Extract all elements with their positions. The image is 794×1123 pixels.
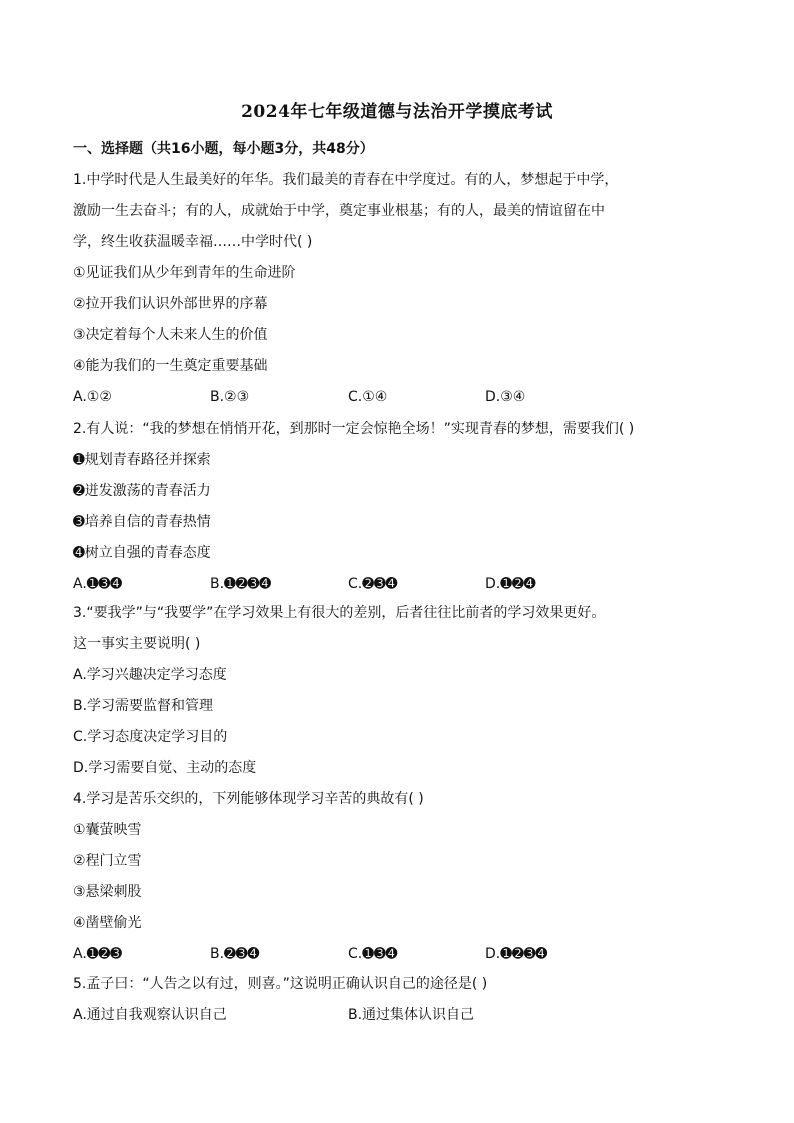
q4-option-d: D.➊➋➌➍ [485,946,548,962]
q3-option-c: C.学习态度决定学习目的 [73,729,228,745]
q2-option-d: D.➊➋➍ [485,576,536,592]
q1-option-c: C.①④ [348,389,388,405]
q1-option-b: B.②③ [210,389,250,405]
q2-item-3: ➌培养自信的青春热情 [73,514,211,530]
q1-option-a: A.①② [73,389,112,405]
q4-item-3: ③悬梁刺股 [73,884,142,900]
q2-item-4: ➍树立自强的青春态度 [73,545,211,561]
q5-option-b: B.通过集体认识自己 [348,1007,475,1023]
q1-stem-line-2: 激励一生去奋斗；有的人，成就始于中学，奠定事业根基；有的人，最美的情谊留在中 [73,203,605,219]
q1-item-4: ④能为我们的一生奠定重要基础 [73,358,268,374]
q2-stem-line-1: 2.有人说：“我的梦想在悄悄开花，到那时一定会惊艳全场！”实现青春的梦想，需要我们( ) [73,421,635,437]
q4-item-4: ④凿壁偷光 [73,915,142,931]
q3-option-d: D.学习需要自觉、主动的态度 [73,760,257,776]
q1-stem-line-3: 学，终生收获温暖幸福……中学时代( ) [73,234,313,250]
q4-item-2: ②程门立雪 [73,853,142,869]
q1-option-d: D.③④ [485,389,526,405]
q2-option-a: A.➊➌➍ [73,576,122,592]
q4-option-a: A.➊➋➌ [73,946,122,962]
q3-option-a: A.学习兴趣决定学习态度 [73,667,227,683]
q2-option-b: B.➊➋➌➍ [210,576,271,592]
q4-option-b: B.➋➌➍ [210,946,260,962]
section-heading: 一、选择题（共16小题，每小题3分，共48分） [73,141,374,157]
q4-option-c: C.➊➌➍ [348,946,398,962]
q2-item-2: ➋迸发激荡的青春活力 [73,483,211,499]
q3-option-b: B.学习需要监督和管理 [73,698,214,714]
q3-stem-line-1: 3.“要我学”与“我要学”在学习效果上有很大的差别，后者往往比前者的学习效果更好。 [73,605,606,621]
q2-option-c: C.➋➌➍ [348,576,398,592]
q1-item-3: ③决定着每个人未来人生的价值 [73,327,268,343]
q4-stem-line-1: 4.学习是苦乐交织的，下列能够体现学习辛苦的典故有( ) [73,791,424,807]
q5-option-a: A.通过自我观察认识自己 [73,1007,227,1023]
q4-item-1: ①囊萤映雪 [73,822,142,838]
q5-stem-line-1: 5.孟子曰：“人告之以有过，则喜。”这说明正确认识自己的途径是( ) [73,976,488,992]
q1-item-2: ②拉开我们认识外部世界的序幕 [73,296,268,312]
q1-stem-line-1: 1.中学时代是人生最美好的年华。我们最美的青春在中学度过。有的人，梦想起于中学， [73,172,619,188]
q3-stem-line-2: 这一事实主要说明( ) [73,636,201,652]
q2-item-1: ➊规划青春路径并探索 [73,452,211,468]
page-title: 2024年七年级道德与法治开学摸底考试 [241,102,553,122]
q1-item-1: ①见证我们从少年到青年的生命进阶 [73,265,296,281]
